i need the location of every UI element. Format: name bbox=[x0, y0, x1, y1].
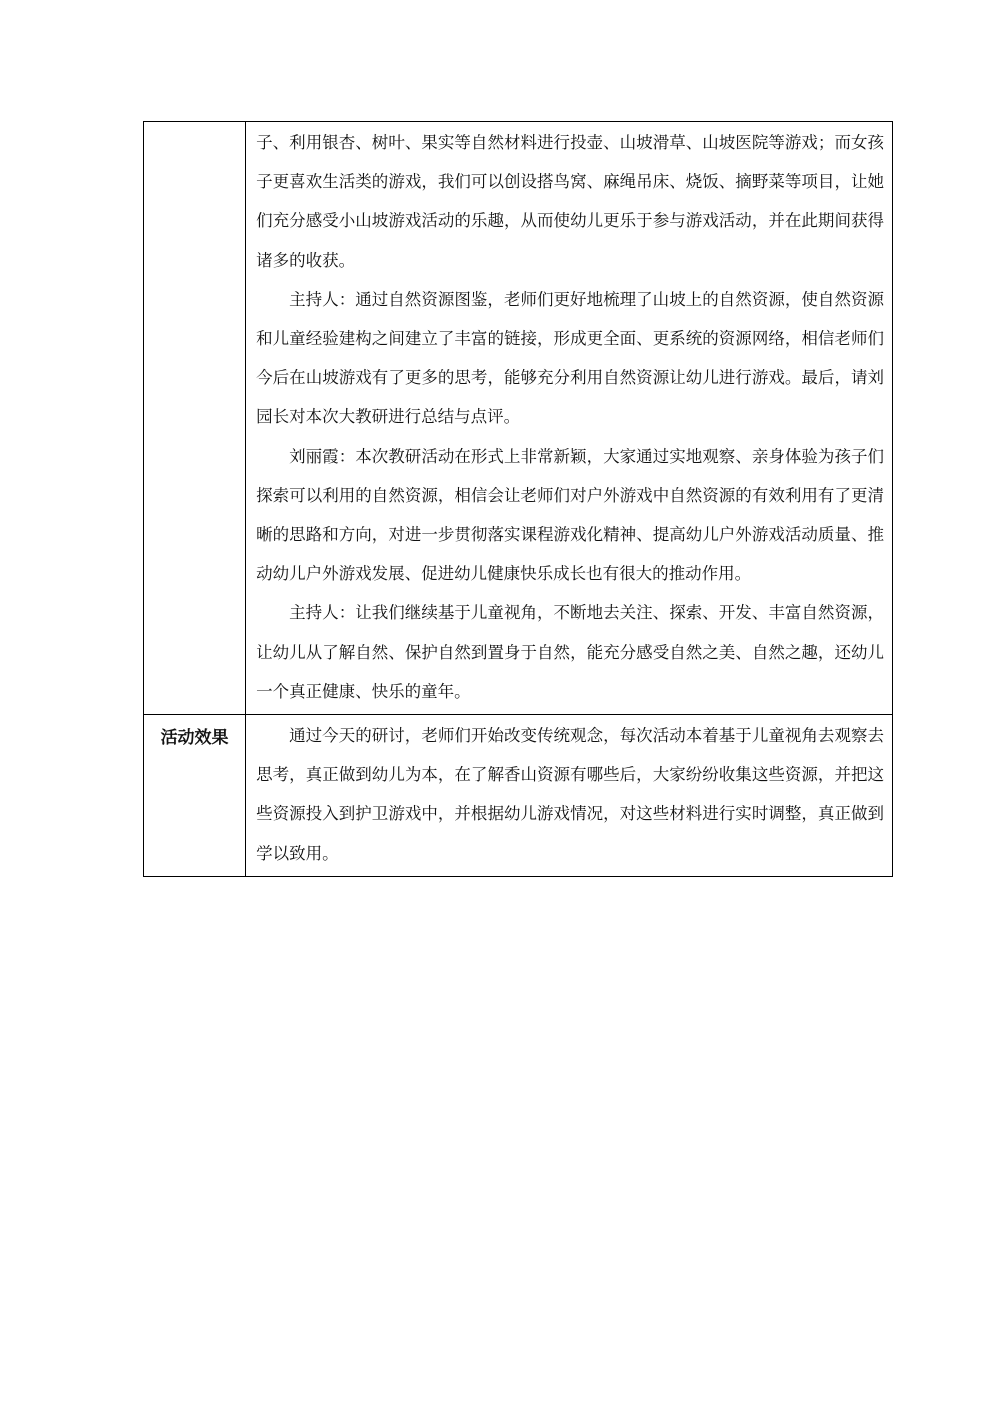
paragraph-activity-effect: 通过今天的研讨，老师们开始改变传统观念，每次活动本着基于儿童视角去观察去思考，真正做到幼儿为本，在了解香山资源有哪些后，大家纷纷收集这些资源，并把这些资源投入到护卫游戏中，并根据幼儿游戏情况，对这些材料进行实时调整，真正做到学以致用。 bbox=[256, 726, 884, 863]
paragraph-director-review: 刘丽霞：本次教研活动在形式上非常新颖，大家通过实地观察、亲身体验为孩子们探索可以利用的自然资源，相信会让老师们对户外游戏中自然资源的有效利用有了更清晰的思路和方向，对进一步贯彻落实课程游戏化精神、提高幼儿户外游戏活动质量、推动幼儿户外游戏发展、促进幼儿健康快乐成长也有很大的推动作用。 bbox=[256, 446, 884, 584]
table-row-discussion bbox=[144, 122, 893, 715]
activity-record-table bbox=[143, 121, 893, 877]
discussion-content-cell bbox=[246, 122, 893, 715]
paragraph-host-closing: 主持人：让我们继续基于儿童视角，不断地去关注、探索、开发、丰富自然资源，让幼儿从了解自然、保护自然到置身于自然，能充分感受自然之美、自然之趣，还幼儿一个真正健康、快乐的童年。 bbox=[256, 603, 884, 701]
row-label-activity-effect: 活动效果 bbox=[144, 715, 246, 877]
paragraph-host-summary: 主持人：通过自然资源图鉴，老师们更好地梳理了山坡上的自然资源，使自然资源和儿童经验建构之间建立了丰富的链接，形成更全面、更系统的资源网络，相信老师们今后在山坡游戏有了更多的思考，能够充分利用自然资源让幼儿进行游戏。最后，请刘园长对本次大教研进行总结与点评。 bbox=[256, 289, 884, 427]
row-label-empty bbox=[144, 122, 246, 715]
activity-effect-content-cell bbox=[246, 715, 893, 877]
table-row-activity-effect bbox=[144, 715, 893, 877]
paragraph-game-types: 子、利用银杏、树叶、果实等自然材料进行投壶、山坡滑草、山坡医院等游戏；而女孩子更喜欢生活类的游戏，我们可以创设搭鸟窝、麻绳吊床、烧饭、摘野菜等项目，让她们充分感受小山坡游戏活动的乐趣，从而使幼儿更乐于参与游戏活动，并在此期间获得诸多的收获。 bbox=[256, 133, 884, 270]
